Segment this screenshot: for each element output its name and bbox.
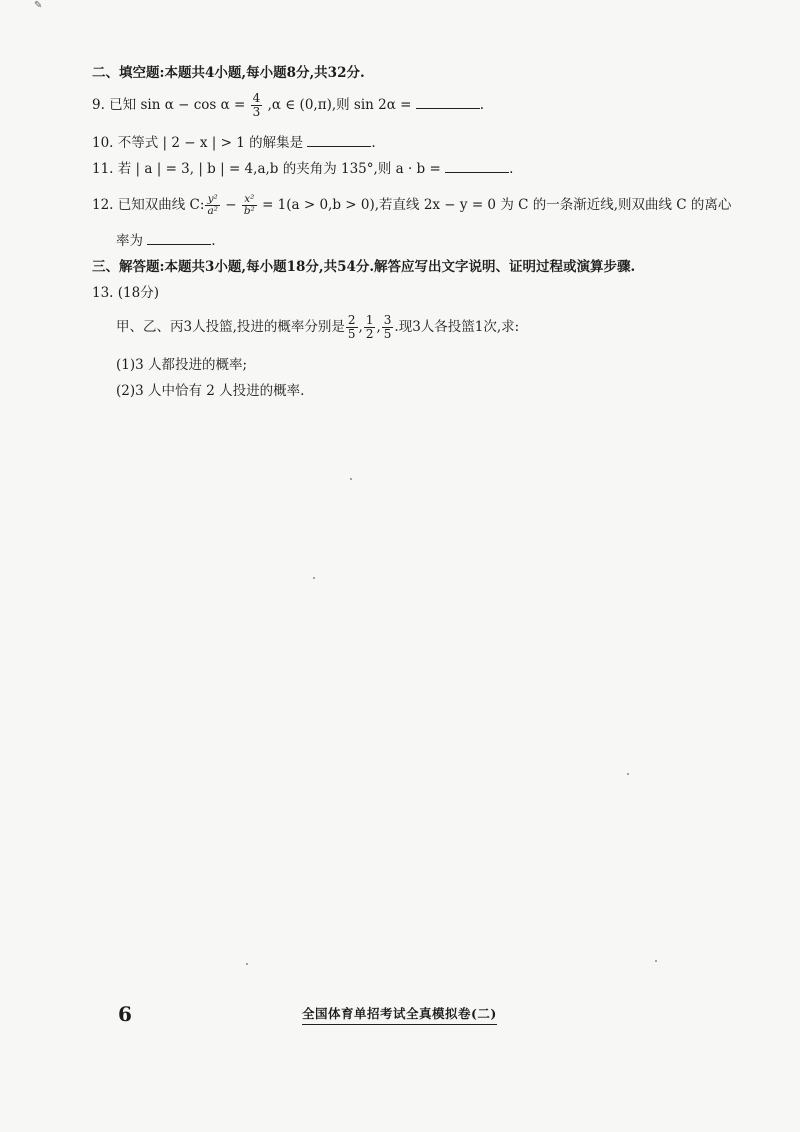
question-13-stem: 甲、乙、丙3人投篮,投进的概率分别是 $\frac{2}{5}$ , $\frac{1}{2}$ , $\frac{3}{5}$ .现3人各投篮1次,求: [116, 313, 520, 341]
scan-speck [655, 960, 657, 962]
q10-text: 10. 不等式 | 2 − x | > 1 的解集是 [92, 135, 304, 151]
q13-prob-1 [346, 314, 358, 341]
q12-rest: = 1(a > 0,b > 0),若直线 2x − y = 0 为 C 的一条渐近线,则双曲线 C 的离心 [262, 197, 732, 213]
q12-line2: 率为 [116, 233, 143, 249]
q9-frac-denominator: 3 [252, 105, 261, 119]
q11-end: . [509, 161, 514, 177]
q10-end: . [371, 135, 376, 151]
q12-minus: − [225, 197, 237, 213]
q12-frac2-denominator: b² [243, 205, 255, 217]
q9-mid: ,α ∈ (0,π),则 sin 2α = [267, 97, 412, 113]
q11-answer-blank [445, 160, 509, 173]
scan-speck [350, 478, 352, 480]
q10-answer-blank [307, 134, 371, 147]
section-2-header: 二、填空题:本题共4小题,每小题8分,共32分. [92, 65, 365, 81]
q13-prob-3-denominator: 5 [383, 327, 392, 341]
q13-prob-1-numerator: 2 [347, 313, 356, 327]
section-3-header: 三、解答题:本题共3小题,每小题18分,共54分.解答应写出文字说明、证明过程或演算步骤. [92, 259, 636, 275]
q13-prob-2-denominator: 2 [365, 327, 374, 341]
q13-prob-3 [382, 314, 394, 341]
question-12 [92, 194, 731, 217]
q13-prob-2 [364, 314, 376, 341]
q9-answer-blank [416, 96, 480, 109]
q13-stem-prefix: 甲、乙、丙3人投篮,投进的概率分别是 [116, 319, 345, 335]
question-10 [92, 134, 376, 152]
q11-text: 11. 若 | a | = 3, | b | = 4,a,b 的夹角为 135°,则 a · b = [92, 161, 441, 177]
q9-frac-numerator: 4 [252, 91, 261, 105]
q12-fraction-y [205, 194, 219, 217]
q13-prob-3-numerator: 3 [383, 313, 392, 327]
page-number: 6 [118, 1002, 132, 1026]
q13-stem-suffix: .现3人各投篮1次,求: [394, 319, 520, 335]
question-13-number: 13. (18分) [92, 285, 159, 301]
question-11 [92, 160, 513, 178]
question-13-part-1: (1)3 人都投进的概率; [116, 357, 248, 373]
question-12-line-2 [116, 232, 216, 250]
q9-end: . [479, 97, 485, 113]
q13-prob-2-numerator: 1 [365, 313, 374, 327]
scan-speck [313, 577, 315, 579]
q12-frac2-numerator: x² [242, 194, 257, 206]
q9-prefix: 9. 已知 sin α − cos α = [92, 97, 246, 113]
question-13-part-2: (2)3 人中恰有 2 人投进的概率. [116, 383, 305, 399]
q12-frac1-numerator: y² [205, 194, 219, 206]
q12-frac1-denominator: a² [207, 205, 218, 217]
q12-fraction-x [242, 194, 257, 217]
scan-speck [627, 773, 629, 775]
q13-prob-1-denominator: 5 [347, 327, 356, 341]
footer-title: 全国体育单招考试全真模拟卷(二) [302, 1004, 497, 1025]
q12-prefix: 12. 已知双曲线 C: [92, 197, 205, 213]
q12-answer-blank [147, 232, 211, 245]
q9-fraction [251, 92, 263, 119]
question-9 [92, 92, 484, 119]
scan-mark-icon: ✎ [34, 0, 43, 11]
q12-end: . [211, 233, 216, 249]
scan-speck [246, 963, 248, 965]
